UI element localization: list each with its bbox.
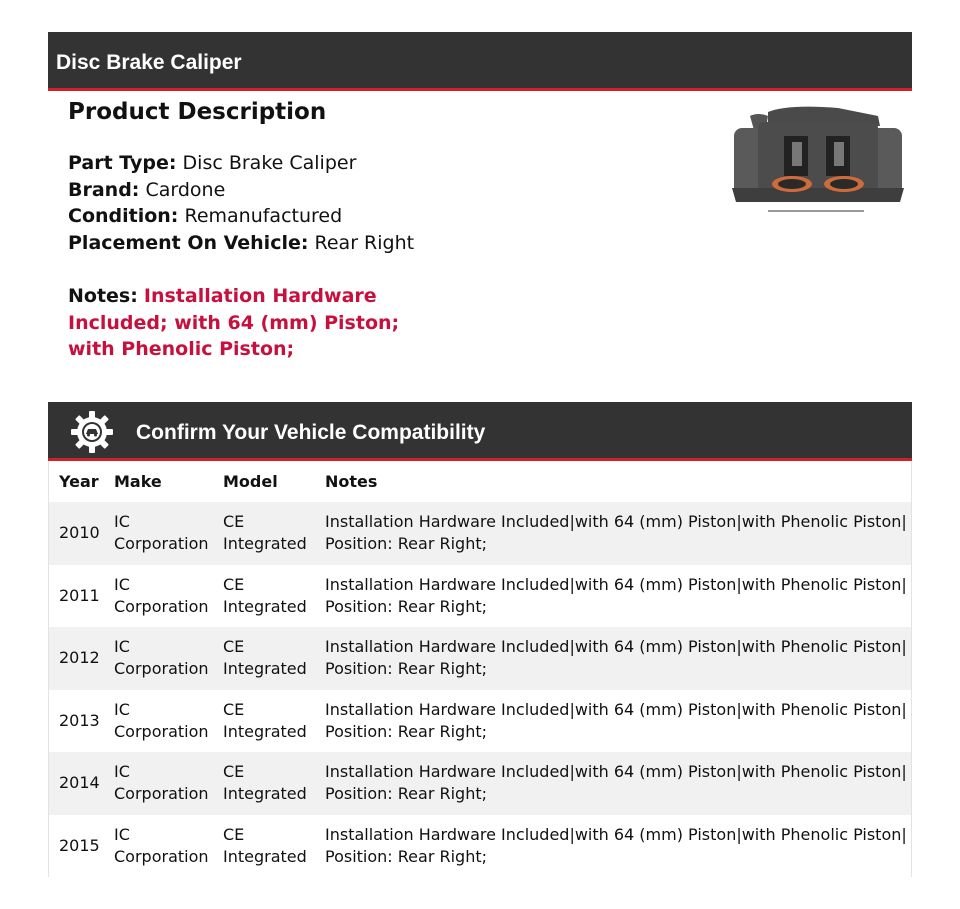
product-description	[68, 96, 468, 363]
compat-table	[49, 461, 911, 877]
cell-notes: Installation Hardware Included|with 64 (mm) Piston|with Phenolic Piston| Position: Rear Right;	[325, 512, 907, 554]
table-row	[49, 565, 911, 628]
cell-model: CE Integrated	[223, 512, 307, 554]
cell-make: IC Corporation	[114, 699, 209, 741]
col-model: Model	[223, 472, 278, 491]
cell-model: CE Integrated	[223, 637, 307, 679]
cell-notes: Installation Hardware Included|with 64 (mm) Piston|with Phenolic Piston| Position: Rear Right;	[325, 699, 907, 741]
cell-make: IC Corporation	[114, 574, 209, 616]
cell-model: CE Integrated	[223, 824, 307, 866]
cell-make: IC Corporation	[114, 824, 209, 866]
notes-value: Installation Hardware Included; with 64 (mm) Piston; with Phenolic Piston;	[68, 285, 400, 360]
compat-header-bar	[48, 402, 912, 461]
table-row	[49, 690, 911, 753]
spec-value: Rear Right	[314, 231, 415, 254]
col-notes: Notes	[325, 472, 378, 491]
compat-title: Confirm Your Vehicle Compatibility	[136, 421, 486, 444]
cell-notes: Installation Hardware Included|with 64 (mm) Piston|with Phenolic Piston| Position: Rear Right;	[325, 762, 907, 804]
description-heading: Product Description	[68, 99, 327, 125]
cell-year: 2012	[59, 648, 100, 668]
cell-year: 2011	[59, 585, 100, 605]
cell-year: 2014	[59, 773, 100, 793]
spec-condition	[68, 203, 468, 230]
notes-label: Notes:	[68, 285, 138, 307]
table-row	[49, 502, 911, 565]
cell-notes: Installation Hardware Included|with 64 (mm) Piston|with Phenolic Piston| Position: Rear Right;	[325, 637, 907, 679]
spec-label: Brand:	[68, 178, 140, 201]
col-year: Year	[59, 472, 99, 491]
table-header-row	[49, 461, 911, 502]
cell-make: IC Corporation	[114, 637, 209, 679]
brake-caliper-photo	[728, 102, 908, 218]
col-make: Make	[114, 472, 162, 491]
cell-notes: Installation Hardware Included|with 64 (mm) Piston|with Phenolic Piston| Position: Rear Right;	[325, 824, 907, 866]
spec-value: Disc Brake Caliper	[182, 152, 357, 174]
spec-label: Condition:	[68, 205, 179, 227]
cell-year: 2015	[59, 835, 100, 855]
spec-value: Remanufactured	[184, 205, 343, 227]
spec-label: Part Type:	[68, 152, 177, 174]
cell-model: CE Integrated	[223, 699, 307, 741]
cell-year: 2013	[59, 710, 100, 730]
spec-placement	[68, 230, 468, 257]
product-header-bar	[48, 32, 912, 91]
table-row	[49, 752, 911, 815]
cell-notes: Installation Hardware Included|with 64 (mm) Piston|with Phenolic Piston| Position: Rear Right;	[325, 574, 907, 616]
table-row	[49, 815, 911, 878]
spec-value: Cardone	[145, 178, 226, 201]
table-row	[49, 627, 911, 690]
cell-year: 2010	[59, 523, 100, 543]
spec-part-type	[68, 150, 468, 177]
product-notes	[68, 283, 438, 363]
product-title: Disc Brake Caliper	[56, 51, 242, 74]
spec-label: Placement On Vehicle:	[68, 231, 309, 254]
cell-make: IC Corporation	[114, 512, 209, 554]
cell-make: IC Corporation	[114, 762, 209, 804]
compat-table-container	[48, 461, 912, 877]
spec-list	[68, 150, 468, 256]
gear-car-icon	[70, 410, 114, 454]
spec-brand	[68, 177, 468, 204]
cell-model: CE Integrated	[223, 574, 307, 616]
cell-model: CE Integrated	[223, 762, 307, 804]
